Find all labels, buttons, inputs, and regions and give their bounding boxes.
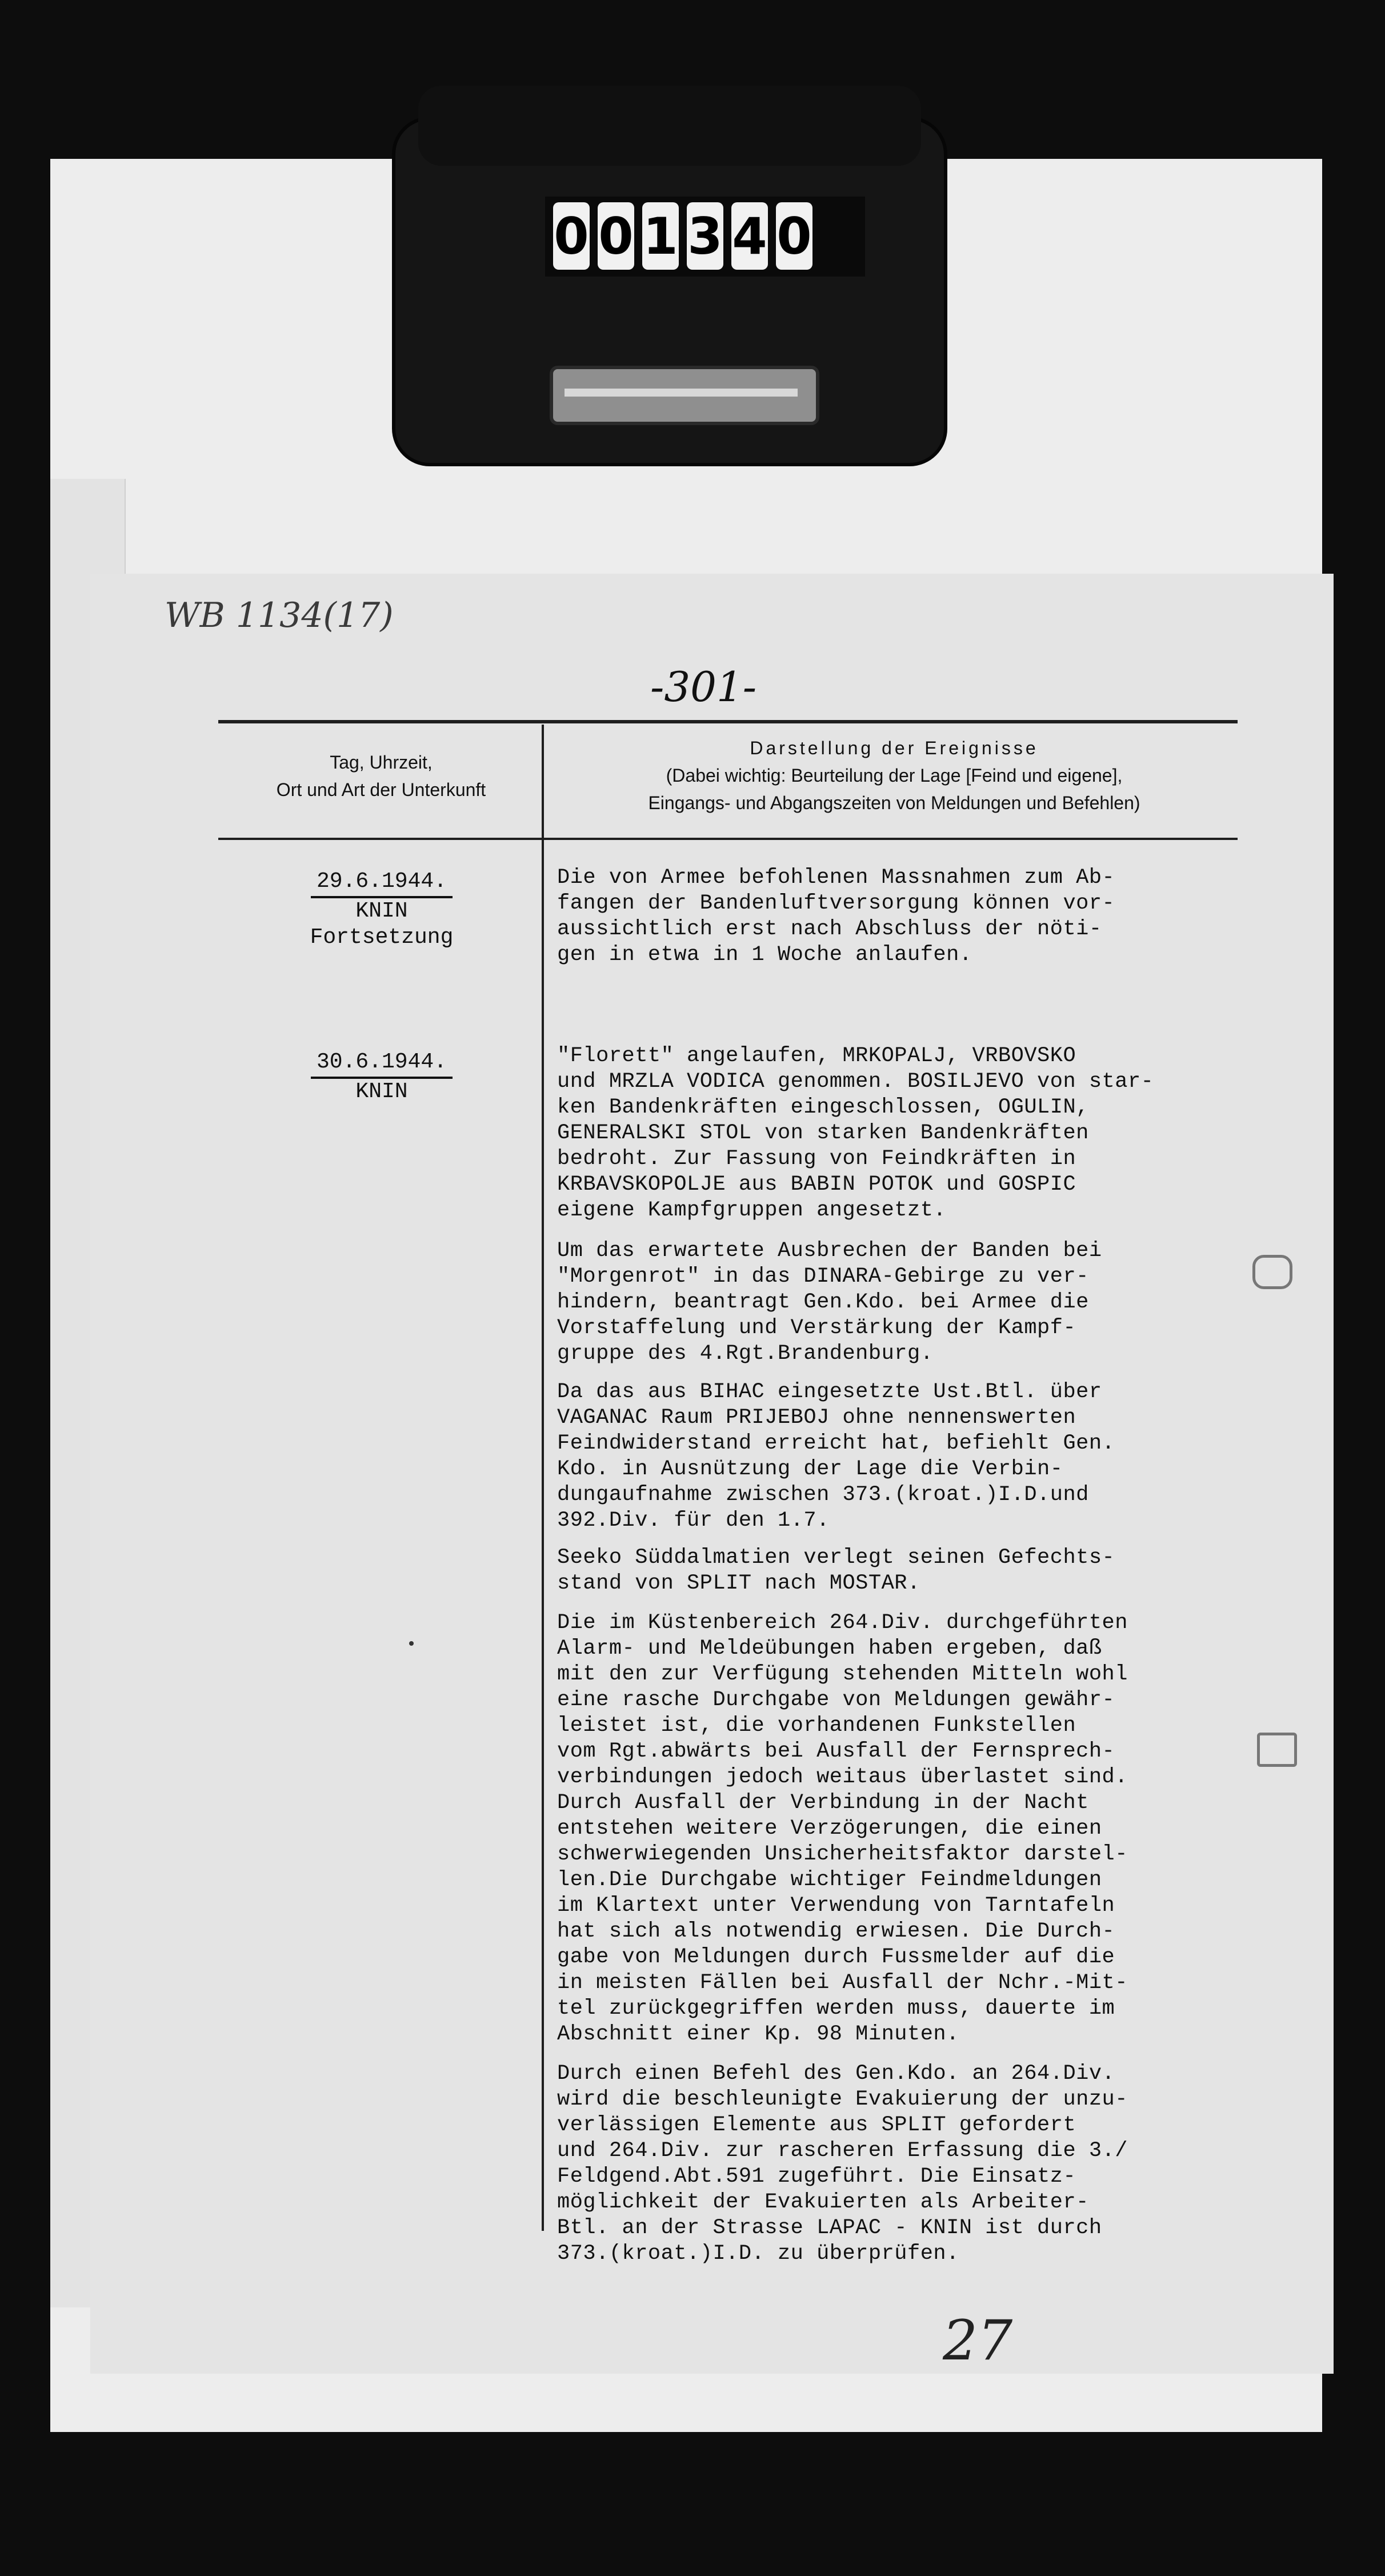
entry-date: 29.6.1944.	[311, 869, 453, 898]
text-line: hat sich als notwendig erwiesen. Die Durch-	[557, 1919, 1115, 1943]
text-line: Vorstaffelung und Verstärkung der Kampf-	[557, 1316, 1076, 1340]
text-line: und MRZLA VODICA genommen. BOSILJEVO von star-	[557, 1070, 1154, 1094]
archive-reference: WB 1134(17)	[165, 595, 394, 635]
text-line: leistet ist, die vorhandenen Funkstellen	[557, 1714, 1076, 1738]
text-line: ken Bandenkräften eingeschlossen, OGULIN,	[557, 1095, 1089, 1119]
text-line: gabe von Meldungen durch Fussmelder auf die	[557, 1945, 1115, 1969]
entry-date-place	[262, 869, 502, 951]
text-line: gen in etwa in 1 Woche anlaufen.	[557, 943, 972, 967]
counter-digit: 3	[687, 202, 723, 270]
entry-note: Fortsetzung	[310, 925, 454, 950]
text-line: KRBAVSKOPOLJE aus BABIN POTOK und GOSPIC	[557, 1173, 1076, 1197]
text-line: gruppe des 4.Rgt.Brandenburg.	[557, 1342, 934, 1366]
text-line: Um das erwartete Ausbrechen der Banden bei	[557, 1239, 1102, 1263]
text-line: 392.Div. für den 1.7.	[557, 1509, 830, 1533]
entry-paragraph	[557, 1545, 1254, 1597]
counter-digit: 4	[731, 202, 768, 270]
text-line: dungaufnahme zwischen 373.(kroat.)I.D.und	[557, 1483, 1089, 1507]
text-line: Seeko Süddalmatien verlegt seinen Gefechts-	[557, 1546, 1115, 1570]
entry-paragraph	[557, 1379, 1254, 1534]
text-line: fangen der Bandenluftversorgung können vor-	[557, 891, 1115, 915]
text-line: möglichkeit der Evakuierten als Arbeiter-	[557, 2190, 1089, 2214]
header-line: Tag, Uhrzeit,	[330, 752, 433, 773]
text-line: Die von Armee befohlenen Massnahmen zum Ab-	[557, 866, 1115, 890]
entry-place: KNIN	[355, 899, 408, 923]
counter-digit: 0	[598, 202, 634, 270]
counter-digit: 0	[776, 202, 812, 270]
sheet-count: 27	[943, 2309, 1013, 2373]
text-line: entstehen weitere Verzögerungen, die einen	[557, 1817, 1102, 1841]
text-line: tel zurückgegriffen werden muss, dauerte im	[557, 1997, 1115, 2021]
text-line: Da das aus BIHAC eingesetzte Ust.Btl. über	[557, 1380, 1102, 1404]
tape-mark	[1257, 1733, 1297, 1767]
tape-mark	[1252, 1255, 1292, 1289]
column-header-date-place	[218, 749, 544, 803]
table-header-rule	[218, 838, 1238, 840]
text-line: schwerwiegenden Unsicherheitsfaktor darstel-	[557, 1842, 1128, 1866]
entry-paragraph	[557, 2061, 1254, 2267]
text-line: len.Die Durchgabe wichtiger Feindmeldungen	[557, 1868, 1102, 1892]
counter-cap	[418, 86, 921, 166]
entry-paragraph	[557, 1610, 1254, 2047]
frame-counter-device	[395, 120, 944, 463]
header-line: (Dabei wichtig: Beurteilung der Lage [Feind und eigene],	[666, 765, 1123, 786]
text-line: Kdo. in Ausnützung der Lage die Verbin-	[557, 1457, 1063, 1481]
column-header-events	[551, 734, 1237, 817]
counter-digits	[545, 197, 865, 277]
text-line: wird die beschleunigte Evakuierung der unzu-	[557, 2087, 1128, 2111]
text-line: Alarm- und Meldeübungen haben ergeben, daß	[557, 1637, 1102, 1661]
text-line: eine rasche Durchgabe von Meldungen gewähr-	[557, 1688, 1115, 1712]
text-line: Btl. an der Strasse LAPAC - KNIN ist durch	[557, 2216, 1102, 2240]
speck	[409, 1641, 414, 1646]
counter-digit: 1	[642, 202, 679, 270]
text-line: Die im Küstenbereich 264.Div. durchgeführten	[557, 1611, 1128, 1635]
text-line: bedroht. Zur Fassung von Feindkräften in	[557, 1147, 1076, 1171]
header-title: Darstellung der Ereignisse	[750, 738, 1039, 758]
entry-text	[557, 1043, 1254, 2267]
text-line: im Klartext unter Verwendung von Tarntafeln	[557, 1894, 1115, 1918]
header-line: Ort und Art der Unterkunft	[276, 779, 486, 800]
text-line: Feldgend.Abt.591 zugeführt. Die Einsatz-	[557, 2165, 1076, 2189]
text-line: Durch einen Befehl des Gen.Kdo. an 264.Div.	[557, 2062, 1115, 2086]
text-line: hindern, beantragt Gen.Kdo. bei Armee die	[557, 1290, 1089, 1314]
text-line: Abschnitt einer Kp. 98 Minuten.	[557, 2022, 959, 2046]
text-line: VAGANAC Raum PRIJEBOJ ohne nennenswerten	[557, 1406, 1076, 1430]
header-line: Eingangs- und Abgangszeiten von Meldungen und Befehlen)	[648, 793, 1140, 813]
text-line: aussichtlich erst nach Abschluss der nöti-	[557, 917, 1102, 941]
entry-paragraph	[557, 1043, 1254, 1223]
entry-date: 30.6.1944.	[311, 1049, 453, 1079]
text-line: GENERALSKI STOL von starken Bandenkräften	[557, 1121, 1089, 1145]
text-line: in meisten Fällen bei Ausfall der Nchr.-Mit-	[557, 1971, 1128, 1995]
text-line: 373.(kroat.)I.D. zu überprüfen.	[557, 2242, 959, 2266]
text-line: verbindungen jedoch weitaus überlastet sind.	[557, 1765, 1128, 1789]
entry-place: KNIN	[355, 1079, 408, 1104]
counter-slot	[550, 366, 819, 425]
entry-paragraph	[557, 865, 1254, 968]
text-line: Durch Ausfall der Verbindung in der Nacht	[557, 1791, 1089, 1815]
text-line: "Florett" angelaufen, MRKOPALJ, VRBOVSKO	[557, 1044, 1076, 1068]
text-line: verlässigen Elemente aus SPLIT gefordert	[557, 2113, 1076, 2137]
text-line: mit den zur Verfügung stehenden Mitteln wohl	[557, 1662, 1128, 1686]
text-line: und 264.Div. zur rascheren Erfassung die 3./	[557, 2139, 1128, 2163]
text-line: Feindwiderstand erreicht hat, befiehlt Gen.	[557, 1431, 1115, 1455]
column-divider	[542, 725, 544, 2231]
text-line: eigene Kampfgruppen angesetzt.	[557, 1198, 947, 1222]
counter-digit: 0	[553, 202, 590, 270]
entry-text	[557, 865, 1254, 968]
text-line: vom Rgt.abwärts bei Ausfall der Fernsprech-	[557, 1739, 1115, 1763]
table-top-rule	[218, 720, 1238, 723]
page-number: -301-	[650, 663, 757, 711]
entry-paragraph	[557, 1238, 1254, 1367]
text-line: stand von SPLIT nach MOSTAR.	[557, 1571, 920, 1595]
entry-date-place	[262, 1049, 502, 1105]
text-line: "Morgenrot" in das DINARA-Gebirge zu ver-	[557, 1265, 1089, 1289]
